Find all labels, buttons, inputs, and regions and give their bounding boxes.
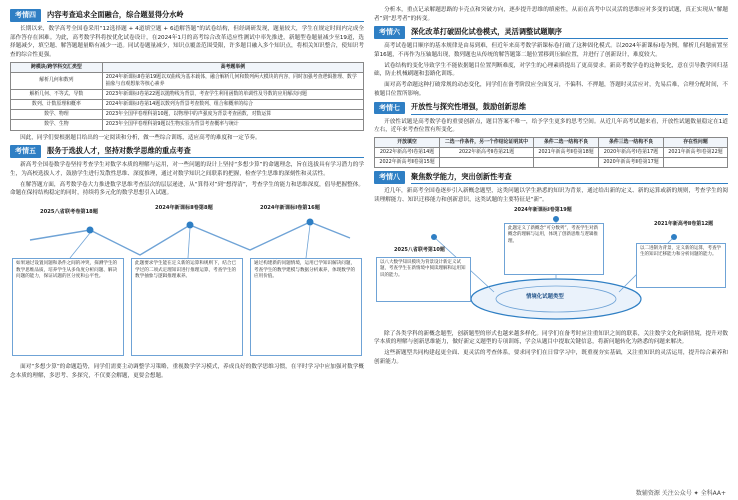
section-5-paragraph-3: 面对“多想少算”的命题趋势，同学们需要主动调整学习策略，重视数学学习模式，养成良好的数学思维习惯，在平时学习中应加强对数学概念本质的理解，多思考、多探究，不仅要会解题，更要会想题。 [10, 363, 364, 379]
table-row [11, 72, 364, 89]
diagram-note-box: 通过构建新的问题情境，运用已学知识解决问题，考查学生的数学建模与数据分析素养，体现数学的应用价值。 [250, 258, 362, 356]
diagram-note-box: 此题要求学生能在定义新的运算和规则下，结合已学过的二项式定理知识进行推理运算，考查学生的数学抽象与逻辑推理素养。 [131, 258, 243, 356]
table-header: 开放填空 [375, 137, 440, 147]
section-7-tag: 考情七 [374, 102, 405, 115]
table-cell: 2022年新高考Ⅱ卷第15题 [375, 158, 440, 168]
table-row [11, 100, 364, 110]
table-cell [663, 158, 727, 168]
table-header: 条件三选一结构不良 [598, 137, 663, 147]
diagram-note-box: 以二进制为背景，定义新的运算，考查学生的知识迁移能力和分析问题的能力。 [636, 243, 726, 288]
footer-watermark: 数辅资源 关注公众号 ✦ 全科AA+ [635, 489, 726, 497]
section-5-paragraph-2: 在解答题方面，高考数学卷大力推进数学思维考查层次的层层递进，从“算得对”到“想得清”，考查学生的能力和思维深度，倡导把握整体。命题在保持结构稳定的同时，持续将多元化的数学思想引入试题。 [10, 181, 364, 197]
table-cell: 2023年全国甲卷理科第9题以生物实验为背景考查概率与统计 [102, 120, 363, 130]
section-6-paragraph-2: 试卷结构的变化导致学生不能依据题目位置判断难度，对学生的心理素质提出了更高要求。新高考数学卷的这种变化，意在引导教学回归基础，防止机械刷题和套路化训练。 [374, 62, 728, 78]
section-8-paragraph-2: 除了各类学科的新概念题型，创新题型的形式也越来越多样化。同学们在备考时应注重知识之间的联系，关注数学文化和新情境，提升对数学本质的理解与创新思维能力，做好新定义题型的专项训练，学会从题目中提取关键信息，将新问题转化为熟悉的问题来解决。 [374, 330, 728, 346]
section-7-header [374, 101, 728, 114]
open-question-table [374, 137, 728, 168]
table-cell: 数学、生物 [11, 120, 103, 130]
section-6-paragraph-1: 高考试卷题目顺序的基本规律是由易到难，但近年来高考数学新课标卷打破了这种固化模式。以2024年新课标Ⅰ卷为例，解析几何题前置至第16题，不再作为压轴题出现，数列题也从传统的解答题第二题位置移到压轴位置，并进行了创新设计，难度较大。 [374, 43, 728, 59]
table-header: 跨模块/跨学科交汇类型 [11, 62, 103, 72]
right-intro-paragraph: 分析本，重点记录解题思路的卡壳点和突破方向，逐步提升思维的缜密性，从而在高考中以灵活的思维应对多变的试题，真正实现从“解题者”到“思考者”的转变。 [374, 7, 728, 22]
section-4-header [10, 9, 364, 22]
diagram-center-label: 情境化试题类型 [526, 293, 564, 300]
section-5-title: 服务于选拔人才，坚持对数学思维的重点考查 [47, 145, 364, 158]
diagram-note-box: 以八大数学知识模块为背景设计新定义试题，考查学生在新情境中阅读理解和运用知识的能力。 [376, 257, 471, 302]
section-7-title: 开放性与探究性增强，鼓励创新思维 [411, 101, 728, 114]
table-cell: 2024年新课标Ⅱ卷第19题以双曲线为基本载体，融合解析几何和数列两大模块的内容，同时加强考查逻辑推理、数学抽象与直观想象等核心素养 [102, 72, 363, 89]
table-cell: 数学、物理 [11, 110, 103, 120]
table-cell: 解析几何和数列 [11, 72, 103, 89]
section-4-paragraph-1: 长期以来，数学高考全国卷采用“12选择题 + 4道填空题 + 6道解答题”的试卷结构，但经调研发现，题量较大，学生在规定时间内完成全部作答存在困难。为此，高考数学科将按优化试卷设计，在2024年1月的高考综合改革适应性测试中率先推进，新题型卷题量减少至19道，选择题减少，填空题、解答题题量略有减少一道。同试卷题量减少，知识点覆盖范围受限，许多题目融入多个知识点，将相关知识整合，使知识考查的综合性更强。 [10, 26, 364, 59]
table-cell: 2023年全国甲卷理科第10题，以物理中的声强度为背景考查函数，对数运算 [102, 110, 363, 120]
diagram-note-box: 如果通过设置问题和条件之间的冲突，探测学生的数学思维品质，培养学生从多角度分析问题、解决问题的能力，保证试题的区分度和公平性。 [12, 258, 124, 356]
left-column [10, 6, 364, 492]
table-cell: 2022年新高考Ⅱ卷第21题 [439, 147, 533, 157]
diagram-label-right: 2024年新课标Ⅰ卷第16题 [260, 204, 320, 211]
section-6-paragraph-3: 面对高考命题这种打破常规的动态变化，同学们在备考阶段应全面复习，不偏科、不押题，答题时灵活应对，先易后难，合理分配时间，不被题目位置所影响。 [374, 82, 728, 97]
section-6-title: 深化改革打破固化试卷模式，灵活调整试题顺序 [411, 26, 728, 39]
section-7-paragraph-1: 开放性试题是高考数学卷的重要创新点，题目答案不唯一，给予学生更多的思考空间。从近几年高考试题来看，开放性试题数量稳定在1道左右，近年来考查位置有所变化。 [374, 118, 728, 134]
right-column [374, 6, 728, 492]
table-cell: 2022年新高考Ⅰ卷第14题 [375, 147, 440, 157]
innovation-diagram [374, 207, 728, 327]
table-cell: 2020年新高考Ⅱ卷第17题 [598, 158, 663, 168]
table-header: 二选一作条件，另一个作结论证明其中 [439, 137, 533, 147]
section-6-header [374, 26, 728, 39]
section-4-tag: 考情四 [10, 9, 41, 22]
table-row [11, 90, 364, 100]
diagram-label-left: 2025八省联考卷第18题 [40, 208, 98, 215]
section-8-paragraph-1: 近几年，新高考全国卷逐步引入新概念题型，这类问题以学生熟悉的知识为背景，通过给出新的定义、新的运算或新的规则，考查学生的阅读理解能力、知识迁移能力和创新意识，这类试题的主要特征是“新”。 [374, 188, 728, 204]
table-row [11, 120, 364, 130]
diagram-label-left: 2025八省联考第10题 [394, 246, 445, 253]
table-cell: 2021年新高考Ⅰ卷第22题 [663, 147, 727, 157]
diagram-label-top: 2024年新课标Ⅰ卷第19题 [514, 206, 572, 213]
section-5-header [10, 145, 364, 158]
section-4-paragraph-2: 因此，同学们要根据题目给出的一定阅读和分析，做一些综合训练，适应高考的难度和一定节奏。 [20, 134, 261, 141]
table-cell: 2021年新高考Ⅱ卷第18题 [534, 147, 599, 157]
section-4-title: 内容考查追求全面融合，综合题显得分水岭 [47, 9, 364, 22]
table-cell: 2020年新高考Ⅰ卷第17题 [598, 147, 663, 157]
table-cell: 数列、计数原理和概率 [11, 100, 103, 110]
section-5-paragraph-1: 新高考全国卷数学卷坚持考查学生对数学本质的理解与运用，对一些问题的设计上坚持“多想少算”的命题理念，旨在选拔具有学习潜力的学生，为高校选拔人才，鼓励学生进行发散性思维、深度推理，通过对数学知识之间联系的把握，检查学生思维的深刻性和灵活性。 [10, 162, 364, 178]
diagram-label-mid: 2024年新课标Ⅱ卷第8题 [155, 204, 213, 211]
section-8-header [374, 171, 728, 184]
table-row [375, 147, 728, 157]
table-header: 存在性问题 [663, 137, 727, 147]
table-cell [439, 158, 533, 168]
diagram-note-box: 此题定义了新概念“可分数列”，考查学生对新概念的理解与运用，体现了创新思维与逻辑推理。 [504, 223, 604, 275]
section-8-paragraph-3: 这些新题型共同构建起更全面、更灵活的考查体系，要求同学们在日常学习中，既重视夯实基础，又注重知识的灵活运用，提升综合素养和创新能力。 [374, 349, 728, 365]
section-6-tag: 考情六 [374, 26, 405, 39]
thinking-exam-diagram [10, 200, 364, 360]
table-header: 条件二选一结构不良 [534, 137, 599, 147]
table-row [375, 158, 728, 168]
table-cell: 2023年新课标Ⅰ卷第22题以抛物线为背景，考查学生利用函数的单调性及导数的应用解决问题 [102, 90, 363, 100]
table-cell [534, 158, 599, 168]
table-row [11, 110, 364, 120]
table-header: 高考题举例 [102, 62, 363, 72]
cross-module-table [10, 62, 364, 131]
table-cell: 解析几何、不等式、导数 [11, 90, 103, 100]
section-8-tag: 考情八 [374, 171, 405, 184]
section-8-title: 聚焦数学能力，突出创新性考查 [411, 171, 728, 184]
diagram-label-right: 2021年新高考Ⅱ卷第12题 [654, 220, 714, 227]
section-5-tag: 考情五 [10, 145, 41, 158]
table-cell: 2024年新课标Ⅰ卷第14题以数列为背景考查数列、组合和概率的综合 [102, 100, 363, 110]
